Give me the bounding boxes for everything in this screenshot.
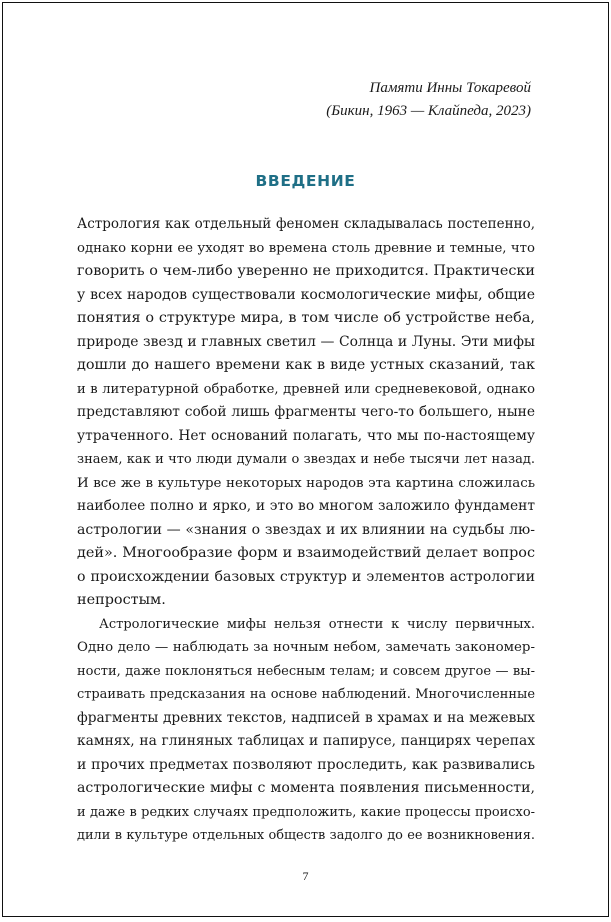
text-line: знаем, как и что люди думали о звездах и небе тысячи лет назад. <box>77 452 535 467</box>
book-page <box>2 2 609 917</box>
text-line: говорить о чем-либо уверенно не приходится. Практически <box>77 263 535 279</box>
text-line: И все же в культуре некоторых народов эта картина сложилась <box>77 475 535 491</box>
text-line: однако корни ее уходят во времена столь древние и темные, что <box>77 240 535 256</box>
text-line: астрологические мифы с момента появления письменности, <box>77 780 535 796</box>
text-line: дей». Многообразие форм и взаимодействий делает вопрос <box>77 545 535 561</box>
dedication <box>326 77 531 123</box>
chapter-heading: ВВЕДЕНИЕ <box>255 172 356 190</box>
dedication-line-1: Памяти Инны Токаревой <box>369 80 531 96</box>
text-line: Астрология как отдельный феномен складывалась постепенно, <box>77 216 535 232</box>
text-line: утраченного. Нет оснований полагать, что мы по-настоящему <box>77 427 535 444</box>
body-text <box>77 213 535 848</box>
text-line: у всех народов существовали космологические мифы, общие <box>77 286 535 303</box>
text-line: о происхождении базовых структур и элементов астрологии <box>77 568 535 585</box>
text-line: страивать предсказания на основе наблюдений. Многочисленные <box>77 687 535 702</box>
text-line: астрологии — «знания о звездах и их влиянии на судьбы лю- <box>77 521 535 538</box>
text-line: понятия о структуре мира, в том числе об устройстве неба, <box>77 310 535 326</box>
paragraph-1 <box>77 213 535 613</box>
text-line: камнях, на глиняных таблицах и папирусе, панцирях черепах <box>77 733 535 749</box>
text-line: природе звезд и главных светил — Солнца и Луны. Эти мифы <box>77 333 535 350</box>
text-line: наиболее полно и ярко, и это во многом заложило фундамент <box>77 498 535 514</box>
text-line: Астрологические мифы нельзя отнести к числу первичных. <box>99 616 535 632</box>
text-line: и даже в редких случаях предположить, какие процессы происхо- <box>77 804 535 820</box>
dedication-line-2: (Бикин, 1963 — Клайпеда, 2023) <box>326 103 531 119</box>
text-line: и прочих предметах позволяют проследить, как развивались <box>77 756 535 773</box>
text-line: дошли до нашего времени как в виде устных сказаний, так <box>77 357 535 373</box>
text-line: представляют собой лишь фрагменты чего-то большего, ныне <box>77 404 535 420</box>
text-line: и в литературной обработке, древней или средневековой, однако <box>77 381 535 397</box>
text-line: непростым. <box>77 592 166 608</box>
paragraph-2 <box>77 613 535 848</box>
page-number: 7 <box>302 869 309 883</box>
text-line: фрагменты древних текстов, надписей в храмах и на межевых <box>77 709 535 726</box>
text-line: Одно дело — наблюдать за ночным небом, замечать закономер- <box>77 640 535 655</box>
text-line: ности, даже поклоняться небесным телам; и совсем другое — вы- <box>77 663 535 679</box>
text-line: дили в культуре отдельных обществ задолго до ее возникновения. <box>77 828 535 843</box>
